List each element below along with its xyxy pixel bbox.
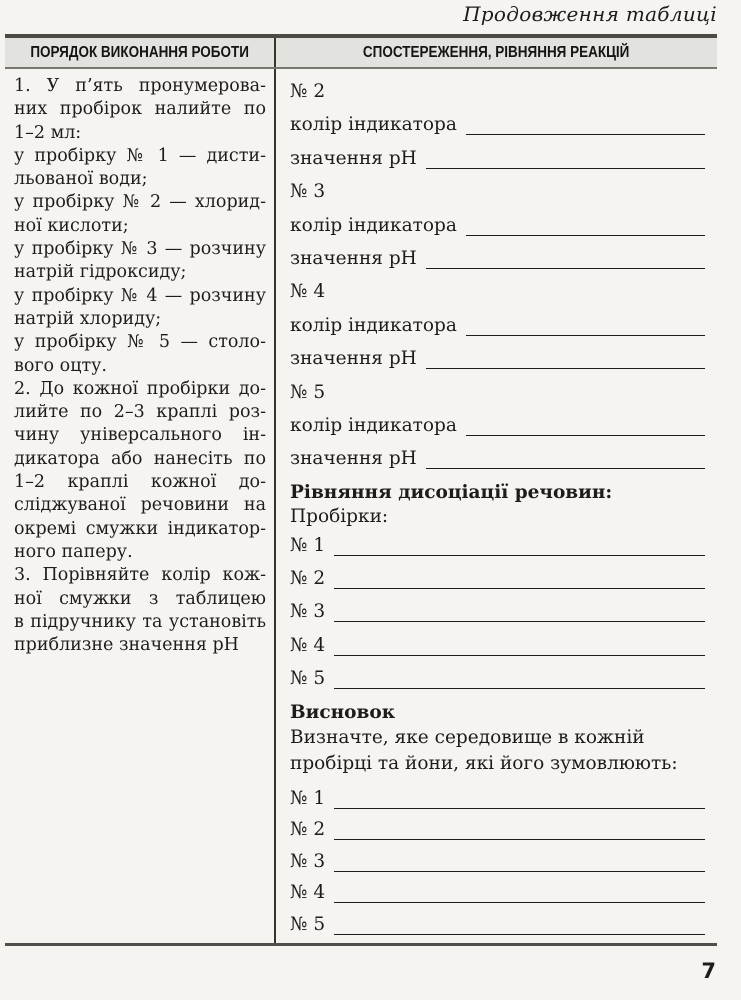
table-body — [5, 69, 717, 946]
fill-in-label: № 5 — [290, 914, 326, 936]
blank-line — [334, 787, 705, 809]
blank-line — [426, 447, 705, 469]
fill-in-row — [290, 447, 705, 480]
blank-line — [466, 214, 705, 236]
procedure-line: натрій гідроксиду; — [14, 262, 187, 283]
header-observations-label: СПОСТЕРЕЖЕННЯ, РІВНЯННЯ РЕАКЦІЙ — [363, 43, 630, 61]
tube-number-label: № 5 — [290, 381, 326, 403]
procedure-line: натрій хлориду; — [14, 308, 162, 329]
blank-line — [334, 534, 705, 556]
procedure-line: в підручнику та установіть — [14, 611, 266, 632]
fill-in-row — [290, 147, 705, 180]
fill-in-row — [290, 667, 705, 700]
procedure-cell — [5, 69, 276, 943]
procedure-line: 1–2 мл: — [14, 122, 82, 143]
blank-line — [466, 414, 705, 436]
procedure-line: сліджуваної речовини на — [14, 495, 266, 516]
procedure-line: чину універсального ін- — [14, 425, 266, 446]
tube-number-label: № 4 — [290, 281, 326, 303]
fill-in-row — [290, 634, 705, 667]
fill-in-label: № 3 — [290, 601, 326, 623]
section-heading: Рівняння дисоціації речовин: — [290, 481, 613, 503]
fill-in-label: значення pH — [290, 348, 417, 370]
blank-line — [334, 913, 705, 935]
procedure-line: них пробірок налийте по — [14, 99, 266, 120]
blank-line — [466, 113, 705, 135]
fill-in-label: № 1 — [290, 534, 326, 556]
procedure-line: приблизне значення pH — [14, 635, 239, 656]
tube-number-label: № 2 — [290, 81, 326, 102]
blank-line — [334, 667, 705, 689]
observations-cell — [276, 69, 717, 943]
procedure-line: 1–2 краплі кожної до- — [14, 472, 266, 493]
fill-in-row — [290, 247, 705, 280]
procedure-line: у пробірку № 5 — столо- — [14, 332, 266, 353]
tube-number-label: № 3 — [290, 181, 326, 203]
fill-in-row — [290, 600, 705, 633]
fill-in-row — [290, 818, 705, 850]
procedure-line: вого оцту. — [14, 355, 107, 376]
blank-line — [334, 634, 705, 656]
lab-table — [5, 34, 717, 946]
header-procedure-label: ПОРЯДОК ВИКОНАННЯ РОБОТИ — [30, 43, 249, 61]
procedure-line: дикатора або нанесіть по — [14, 448, 266, 469]
blank-line — [426, 347, 705, 369]
fill-in-label: колір індикатора — [290, 214, 457, 236]
procedure-line: 3. Порівняйте колір кож- — [14, 565, 266, 586]
fill-in-row — [290, 347, 705, 380]
fill-in-row — [290, 913, 705, 943]
procedure-line: 1. У п’ять пронумерова- — [14, 76, 266, 96]
procedure-line: лийте по 2–3 краплі роз- — [14, 402, 266, 423]
fill-in-row — [290, 787, 705, 819]
fill-in-label: значення pH — [290, 247, 417, 269]
fill-in-row — [290, 881, 705, 913]
section-heading: Висновок — [290, 701, 396, 723]
header-procedure-column — [5, 38, 276, 67]
blank-line — [334, 881, 705, 903]
procedure-line: окремі смужки індикатор- — [14, 518, 266, 539]
section-subtext: Пробірки: — [290, 505, 389, 527]
fill-in-label: № 1 — [290, 787, 326, 809]
blank-line — [334, 818, 705, 840]
fill-in-label: колір індикатора — [290, 114, 457, 136]
fill-in-label: значення pH — [290, 448, 417, 470]
procedure-line: ної смужки з таблицею — [14, 588, 266, 609]
fill-in-label: № 3 — [290, 850, 326, 872]
blank-line — [426, 147, 705, 169]
fill-in-label: значення pH — [290, 147, 417, 169]
blank-line — [334, 600, 705, 622]
blank-line — [426, 247, 705, 269]
page-number: 7 — [701, 959, 716, 983]
table-continuation-caption: Продовження таблиці — [463, 2, 717, 26]
header-observations-column — [276, 38, 717, 67]
procedure-line: 2. До кожної пробірки до- — [14, 378, 266, 399]
fill-in-row — [290, 567, 705, 600]
fill-in-label: № 5 — [290, 668, 326, 690]
fill-in-label: колір індикатора — [290, 314, 457, 336]
fill-in-row — [290, 214, 705, 247]
fill-in-label: № 2 — [290, 568, 326, 590]
fill-in-row — [290, 534, 705, 567]
conclusion-instructions: Визначте, яке середовище в кожній пробірці та йони, які його зумовлюють: — [290, 726, 678, 775]
fill-in-row — [290, 850, 705, 882]
fill-in-row — [290, 314, 705, 347]
blank-line — [466, 314, 705, 336]
fill-in-row — [290, 113, 705, 146]
fill-in-label: колір індикатора — [290, 414, 457, 436]
procedure-line: ного паперу. — [14, 541, 133, 562]
procedure-line: у пробірку № 2 — хлорид- — [14, 192, 266, 213]
fill-in-row — [290, 414, 705, 447]
procedure-line: льованої води; — [14, 169, 148, 190]
blank-line — [334, 850, 705, 872]
fill-in-label: № 4 — [290, 634, 326, 656]
table-header-row — [5, 34, 717, 69]
procedure-line: у пробірку № 1 — дисти- — [14, 145, 266, 166]
blank-line — [334, 567, 705, 589]
fill-in-label: № 4 — [290, 882, 326, 904]
procedure-line: у пробірку № 3 — розчину — [14, 239, 266, 260]
procedure-line: у пробірку № 4 — розчину — [14, 285, 266, 306]
fill-in-label: № 2 — [290, 819, 326, 841]
procedure-line: ної кислоти; — [14, 215, 129, 236]
